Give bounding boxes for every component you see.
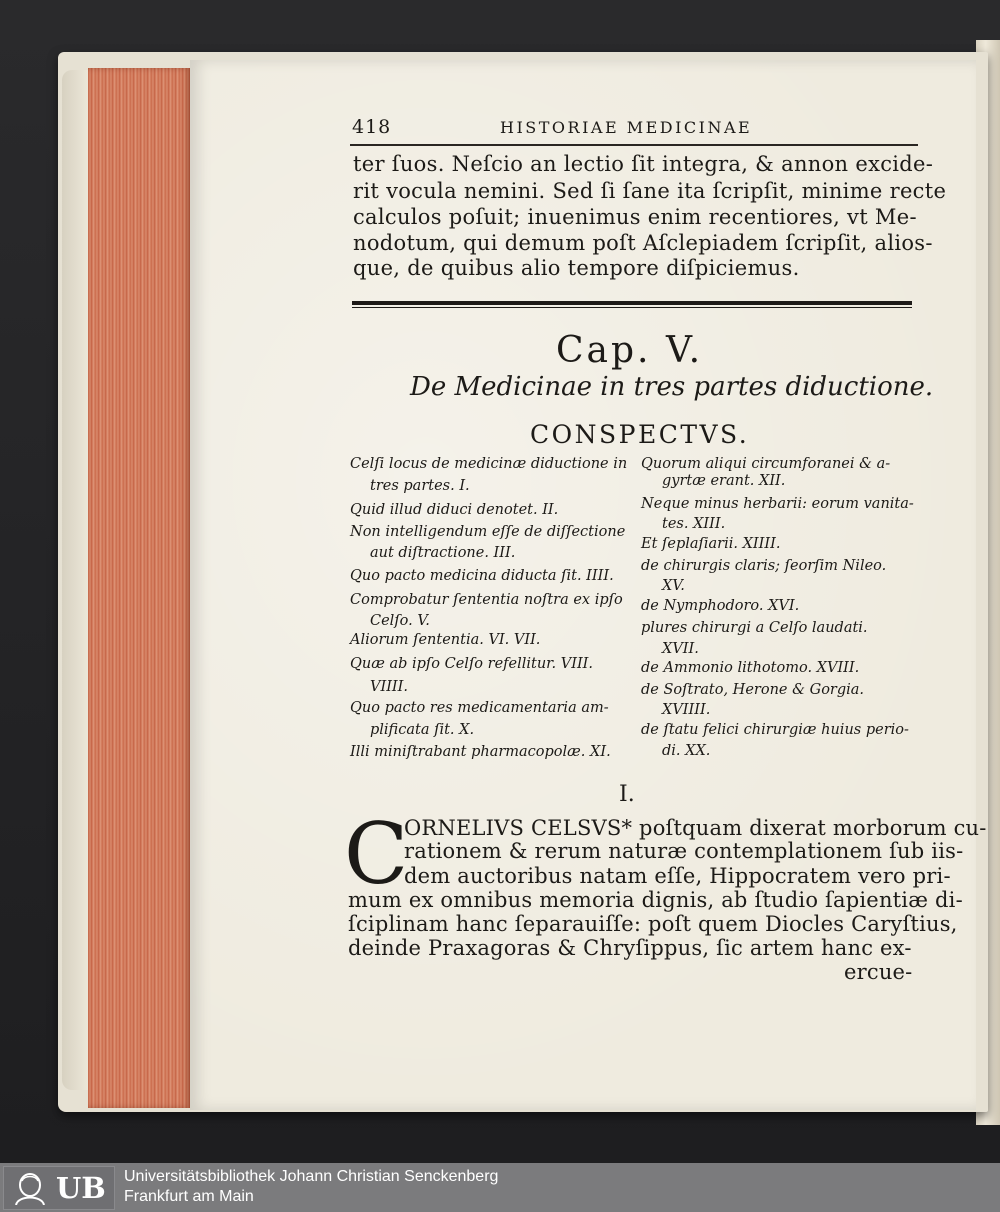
section-numeral: I. [619, 782, 635, 807]
toc-right-line: Neque minus herbarii: eorum vanita- [641, 496, 914, 512]
drop-cap: C [344, 805, 409, 903]
toc-right-line: XVIIII. [662, 702, 711, 718]
toc-right-line: Et ſeplaſiarii. XIIII. [641, 536, 781, 552]
conspectus-heading: CONSPECTVS. [530, 420, 750, 449]
paragraph-line: que, de quibus alio tempore diſpiciemus. [353, 256, 800, 280]
institution-name: Universitätsbibliothek Johann Christian Senckenberg [124, 1168, 499, 1185]
body-line: ſciplinam hanc ſeparauiſſe: poſt quem Diocles Caryſtius, [348, 912, 958, 936]
toc-right-line: XVII. [662, 641, 699, 657]
toc-left-line: Quæ ab ipſo Celſo refellitur. VIII. [350, 656, 594, 672]
toc-left-line: Comprobatur ſententia noſtra ex ipſo [350, 592, 623, 608]
paragraph-line: nodotum, qui demum poſt Aſclepiadem ſcripſit, alios- [353, 231, 933, 255]
toc-right-line: gyrtæ erant. XII. [662, 473, 786, 489]
chapter-rule-thin [352, 307, 912, 308]
paragraph-line: calculos poſuit; inuenimus enim recentiores, vt Me- [353, 205, 917, 229]
toc-left-line: tres partes. I. [370, 478, 470, 494]
toc-right-line: de Ammonio lithotomo. XVIII. [641, 660, 860, 676]
ub-logo[interactable] [3, 1166, 115, 1210]
running-head: HISTORIAE MEDICINAE [500, 118, 753, 137]
body-line: deinde Praxagoras & Chryſippus, ſic artem hanc ex- [348, 936, 912, 960]
toc-right-line: di. XX. [662, 743, 711, 759]
paragraph-line: rit vocula nemini. Sed ſi ſane ita ſcripſit, minime recte [353, 179, 947, 203]
body-line: dem auctoribus natam eſſe, Hippocratem vero pri- [404, 864, 951, 888]
body-line: mum ex omnibus memoria dignis, ab ſtudio ſapientiæ di- [348, 888, 963, 912]
toc-left-line: aut diſtractione. III. [370, 545, 516, 561]
body-line: ORNELIVS CELSVS* poſtquam dixerat morborum cu- [404, 816, 987, 840]
toc-right-line: de Nymphodoro. XVI. [641, 598, 800, 614]
toc-left-line: Celſo. V. [370, 613, 430, 629]
toc-left-line: Quid illud diduci denotet. II. [350, 502, 559, 518]
toc-right-line: Quorum aliqui circumforanei & a- [641, 456, 891, 472]
institution-city: Frankfurt am Main [124, 1188, 254, 1205]
toc-right-line: de Soſtrato, Herone & Gorgia. [641, 682, 865, 698]
toc-left-line: plificata ſit. X. [370, 722, 475, 738]
body-line: ercue- [844, 960, 913, 984]
toc-left-line: Celſi locus de medicinæ diductione in [350, 456, 628, 472]
header-rule [350, 144, 918, 146]
toc-left-line: Illi miniſtrabant pharmacopolæ. XI. [350, 744, 611, 760]
logo-text: UB [56, 1171, 106, 1205]
portrait-icon [10, 1171, 50, 1205]
toc-left-line: Quo pacto medicina diducta ſit. IIII. [350, 568, 614, 584]
chapter-subtitle: De Medicinae in tres partes diductione. [410, 372, 934, 402]
toc-right-line: XV. [662, 578, 685, 594]
toc-right-line: de chirurgis claris; ſeorſim Nileo. [641, 558, 887, 574]
chapter-rule [352, 301, 912, 305]
toc-left-line: Quo pacto res medicamentaria am- [350, 700, 609, 716]
chapter-title: Cap. V. [556, 330, 704, 371]
toc-left-line: Aliorum ſententia. VI. VII. [350, 632, 541, 648]
paragraph-line: ter ſuos. Neſcio an lectio ſit integra, & annon excide- [353, 152, 934, 176]
toc-left-line: Non intelligendum eſſe de diſſectione [350, 524, 626, 540]
page-number: 418 [352, 116, 392, 138]
page-block-red-edge [88, 68, 190, 1108]
toc-right-line: plures chirurgi a Celſo laudati. [641, 620, 868, 636]
toc-left-line: VIIII. [370, 679, 408, 695]
toc-right-line: tes. XIII. [662, 516, 726, 532]
toc-right-line: de ſtatu felici chirurgiæ huius perio- [641, 722, 909, 738]
body-line: rationem & rerum naturæ contemplationem ſub iis- [404, 839, 964, 863]
